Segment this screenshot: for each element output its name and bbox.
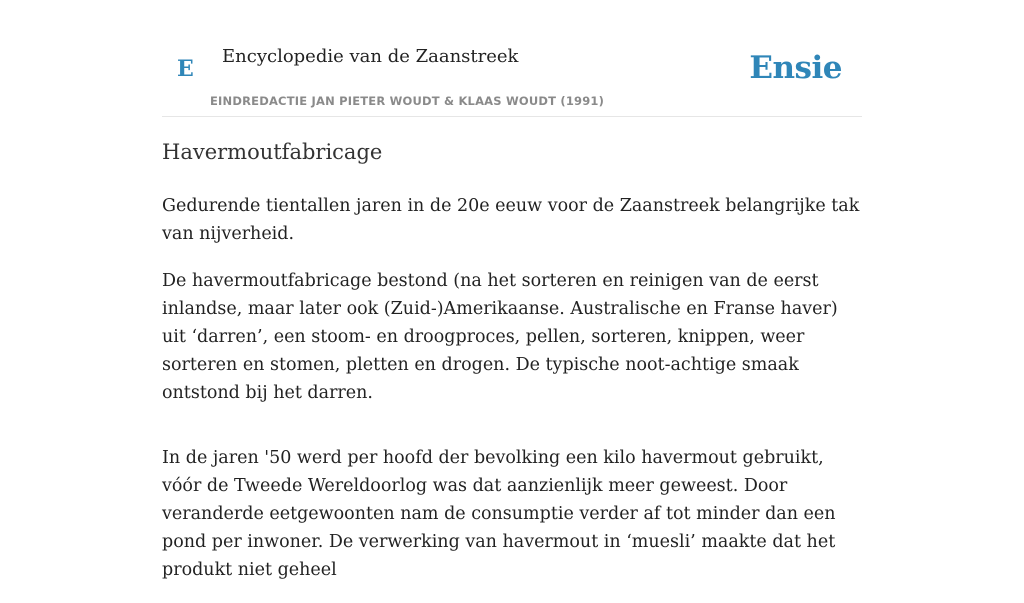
paragraph-process: De havermoutfabricage bestond (na het sorteren en reinigen van de eerst inlandse, maar later ook (Zuid-)Amerikaanse. Australische en Franse haver) uit ‘darren’, een stoom- en droogproces, pellen, sorteren, knippen, weer sorteren en stomen, pletten en drogen. De typische noot-achtige smaak ontstond bij het darren.	[162, 271, 838, 403]
article-body	[162, 192, 862, 603]
ensie-brand-logo[interactable]: Ensie	[749, 50, 842, 86]
article-card	[162, 0, 862, 580]
book-title[interactable]: Encyclopedie van de Zaanstreek	[222, 46, 519, 67]
paragraph-consumption: In de jaren '50 werd per hoofd der bevolking een kilo havermout gebruikt, vóór de Tweede Wereldoorlog was dat aanzienlijk meer geweest. Door veranderde eetgewoonten nam de consumptie verder af tot minder dan een pond per inwoner. De verwerking van havermout in ‘muesli’ maakte dat het produkt niet geheel	[162, 448, 836, 580]
page-title: Havermoutfabricage	[162, 140, 383, 164]
paragraph-intro: Gedurende tientallen jaren in de 20e eeuw voor de Zaanstreek belangrijke tak van nijverheid.	[162, 196, 860, 244]
encyclopedia-logo-icon[interactable]: E	[177, 56, 194, 82]
editors-subtitle: EINDREDACTIE JAN PIETER WOUDT & KLAAS WOUDT (1991)	[210, 94, 605, 108]
header	[162, 0, 862, 117]
